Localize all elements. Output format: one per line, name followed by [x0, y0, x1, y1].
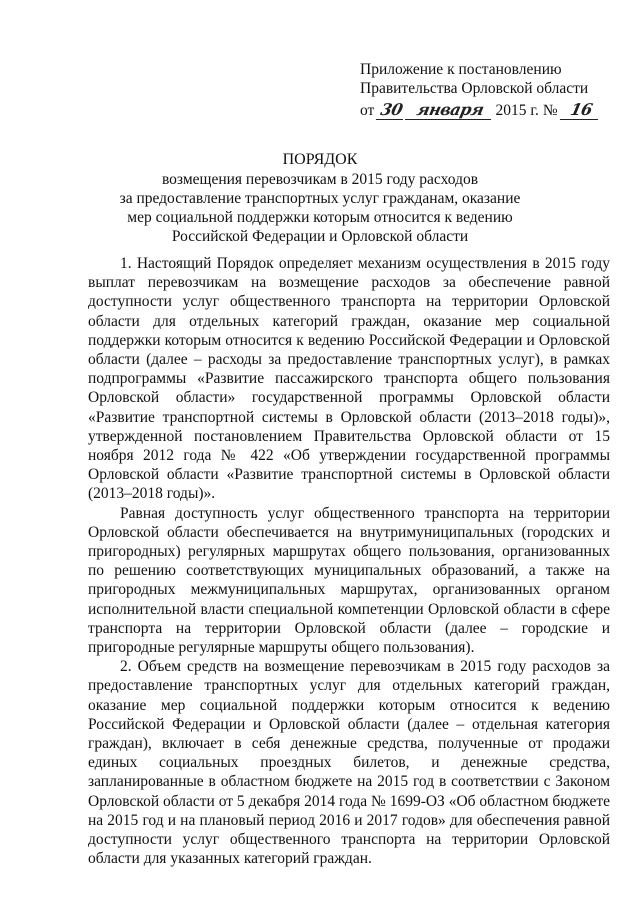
title-line-3: мер социальной поддержки которым относится к ведению: [127, 209, 513, 226]
document-body: [88, 254, 610, 869]
title-line-4: Российской Федерации и Орловской области: [171, 228, 469, 245]
paragraph-3: 2. Объем средств на возмещение перевозчикам в 2015 году расходов за предоставление транспортных услуг для отдельных категорий граждан, оказание мер социальной поддержки которым относится к ведению Российской Федерации и Орловской области (далее – отдельная категория граждан), включает в себя денежные средства, полученные от продажи единых социальных проездных билетов, и денежные средства, запланированные в областном бюджете на 2015 год в соответствии с Законом Орловской области от 5 декабря 2014 года № 1699-ОЗ «Об областном бюджете на 2015 год и на плановый период 2016 и 2017 годов» для обеспечения равной доступности услуг общественного транспорта на территории Орловской области для указанных категорий граждан.: [88, 658, 610, 868]
document-title-block: [0, 150, 640, 246]
title-line-2: за предоставление транспортных услуг гражданам, оказание: [119, 190, 521, 207]
appendix-date-row: [360, 98, 600, 120]
document-title: ПОРЯДОК: [282, 151, 358, 168]
date-year-label: 2015 г.: [495, 102, 539, 119]
date-month-handwritten: января: [405, 100, 496, 120]
date-prefix: от: [360, 102, 375, 119]
date-day-handwritten: 30: [376, 100, 407, 120]
number-handwritten: 16: [560, 100, 603, 120]
appendix-header: [360, 60, 600, 120]
appendix-line-1: Приложение к постановлению: [360, 61, 562, 78]
paragraph-2: Равная доступность услуг общественного транспорта на территории Орловской области обеспечивается на внутримуниципальных (городских и пригородных) регулярных маршрутах общего пользования, организованных по решению соответствующих муниципальных образований, а также на пригородных межмуниципальных маршрутах, организованных органом исполнительной власти специальной компетенции Орловской области в сфере транспорта на территории Орловской области (далее – городские и пригородные регулярные маршруты общего пользования).: [88, 504, 610, 657]
title-line-1: возмещения перевозчикам в 2015 году расходов: [161, 171, 479, 188]
number-label: №: [542, 102, 558, 119]
appendix-line-2: Правительства Орловской области: [360, 80, 589, 97]
paragraph-1: 1. Настоящий Порядок определяет механизм осуществления в 2015 году выплат перевозчикам на возмещение расходов за обеспечение равной доступности услуг общественного транспорта на территории Орловской области для отдельных категорий граждан, оказание мер социальной поддержки которым относится к ведению Российской Федерации и Орловской области (далее – расходы за предоставление транспортных услуг), в рамках подпрограммы «Развитие пассажирского транспорта общего пользования Орловской области» государственной программы Орловской области «Развитие транспортной системы в Орловской области (2013–2018 годы)», утвержденной постановлением Правительства Орловской области от 15 ноября 2012 года № 422 «Об утверждении государственной программы Орловской области «Развитие транспортной системы в Орловской области (2013–2018 годы)».: [88, 255, 610, 503]
